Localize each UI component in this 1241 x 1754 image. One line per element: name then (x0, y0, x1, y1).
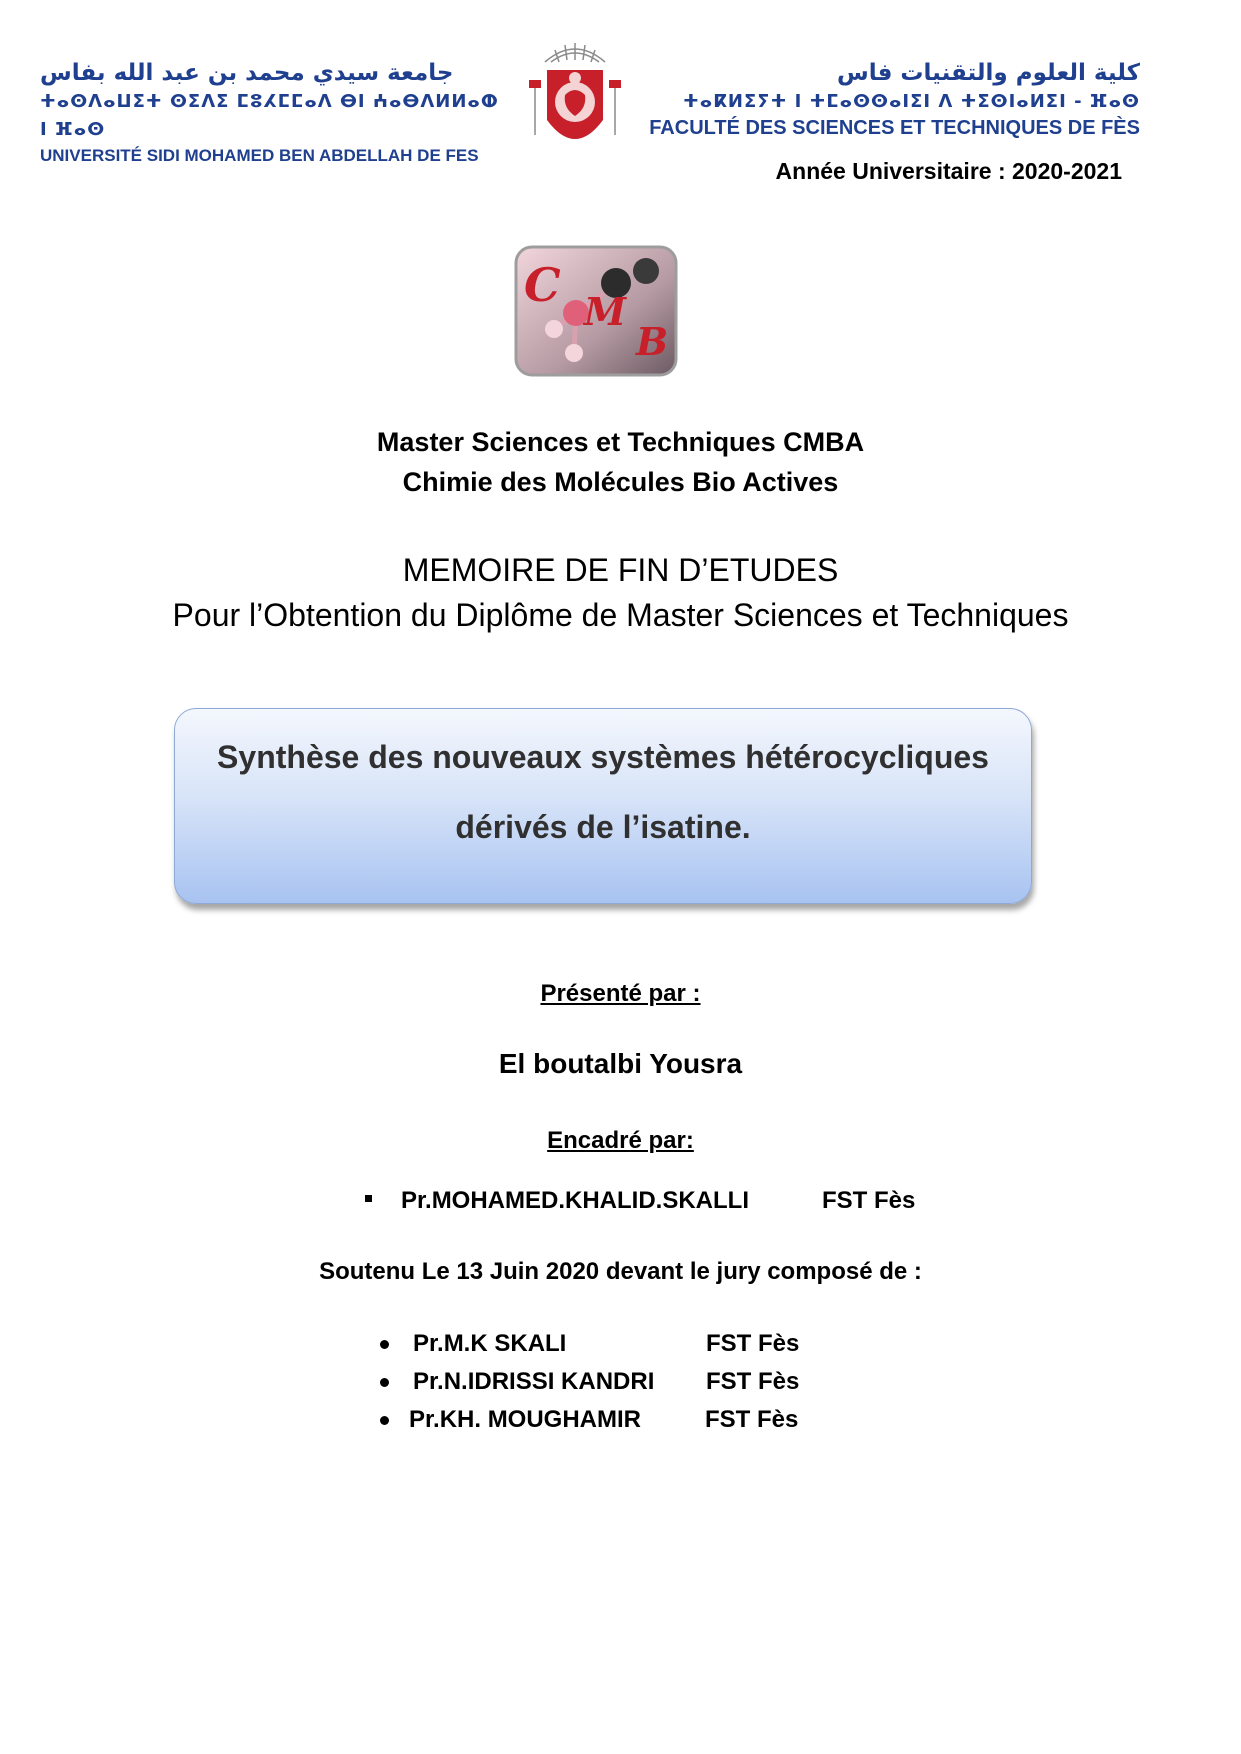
supervisor-affiliation: FST Fès (822, 1187, 916, 1214)
program-name: Master Sciences et Techniques CMBA (376, 427, 865, 457)
document-type: MEMOIRE DE FIN D’ETUDES (402, 552, 839, 588)
square-bullet-icon (365, 1195, 372, 1202)
jury-member-affiliation: FST Fès (706, 1368, 800, 1395)
svg-text:M: M (584, 289, 627, 334)
university-name-french: UNIVERSITÉ SIDI MOHAMED BEN ABDELLAH DE FES (40, 146, 479, 165)
faculty-name-french: FACULTÉ DES SCIENCES ET TECHNIQUES DE FÈS (649, 117, 1140, 139)
author-name: El boutalbi Yousra (498, 1048, 743, 1079)
supervisor-name: Pr.MOHAMED.KHALID.SKALLI (401, 1187, 749, 1214)
presented-by-label: Présenté par : (540, 980, 701, 1007)
jury-member-name: Pr.M.K SKALI (413, 1330, 567, 1357)
thesis-title-line-1: Synthèse des nouveaux systèmes hétérocycliques (217, 739, 989, 775)
jury-member (380, 1406, 880, 1436)
academic-year: Année Universitaire : 2020-2021 (775, 158, 1122, 184)
jury-member-affiliation: FST Fès (705, 1406, 799, 1433)
cmb-molecule-logo (512, 243, 680, 380)
university-seal-icon (525, 40, 625, 158)
bullet-icon (380, 1416, 389, 1425)
jury-member (380, 1368, 880, 1398)
jury-member-name: Pr.KH. MOUGHAMIR (409, 1406, 642, 1433)
jury-member-name: Pr.N.IDRISSI KANDRI (413, 1368, 655, 1395)
faculty-header (640, 58, 1140, 140)
degree-purpose: Pour l’Obtention du Diplôme de Master Sciences et Techniques (172, 597, 1069, 633)
jury-member-affiliation: FST Fès (706, 1330, 800, 1357)
thesis-title-line-2: dérivés de l’isatine. (455, 809, 751, 845)
defense-statement: Soutenu Le 13 Juin 2020 devant le jury composé de : (319, 1258, 922, 1285)
university-name-tifinagh: ⵜⴰⵙⴷⴰⵡⵉⵜ ⵙⵉⴷⵉ ⵎⵓⵃⵎⵎⴰⴷ ⴱⵏ ⵄⴰⴱⴷⵍⵍⴰⵀ ⵏ ⴼⴰⵙ (40, 91, 499, 140)
program-subtitle: Chimie des Molécules Bio Actives (402, 467, 839, 497)
bullet-icon (380, 1378, 389, 1387)
bullet-icon (380, 1340, 389, 1349)
supervised-by-label: Encadré par: (547, 1127, 694, 1154)
university-header (40, 58, 510, 168)
jury-member (380, 1330, 880, 1360)
faculty-name-tifinagh: ⵜⴰⴽⵍⵉⵢⵜ ⵏ ⵜⵎⴰⵙⵙⴰⵏⵉⵏ ⴷ ⵜⵉⵙⵏⴰⵍⵉⵏ - ⴼⴰⵙ (683, 91, 1140, 112)
thesis-title-box (174, 708, 1032, 904)
university-name-arabic: جامعة سيدي محمد بن عبد الله بفاس (40, 60, 454, 86)
svg-text:B: B (636, 319, 669, 364)
faculty-name-arabic: كلية العلوم والتقنيات فاس (836, 60, 1140, 86)
svg-text:C: C (524, 258, 561, 312)
